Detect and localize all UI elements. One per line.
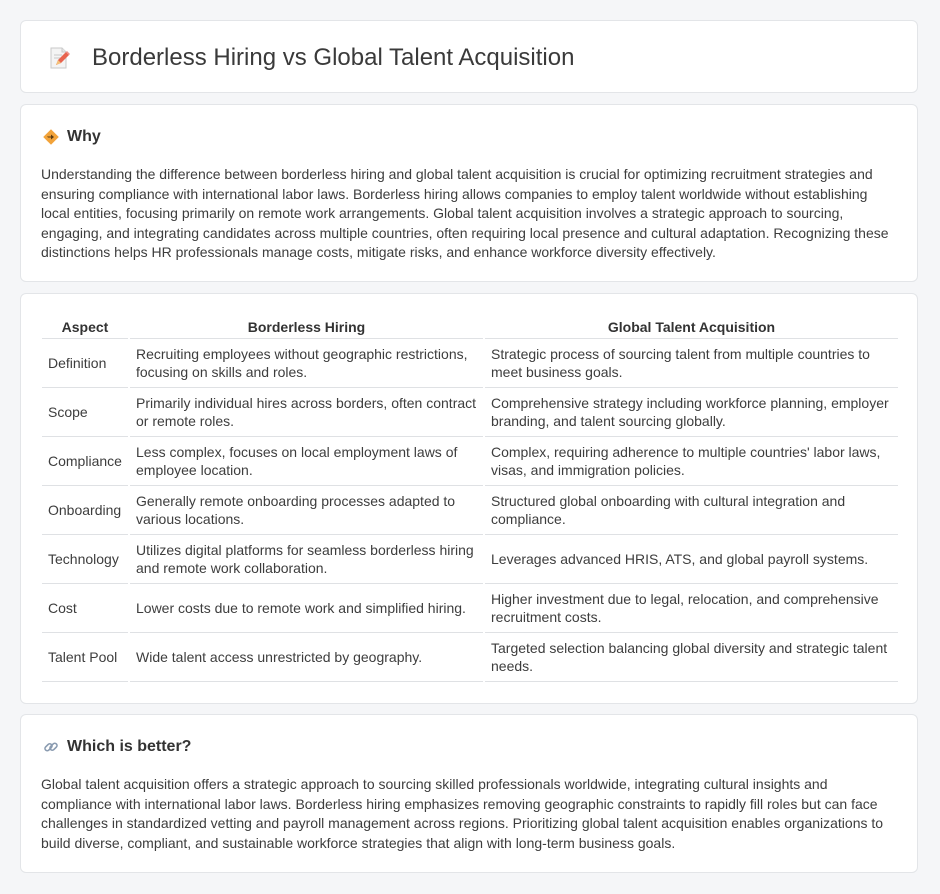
why-heading: Why xyxy=(67,128,101,145)
global-cell: Structured global onboarding with cultural integration and compliance. xyxy=(484,486,898,535)
table-row xyxy=(42,633,898,682)
page-title: Borderless Hiring vs Global Talent Acquisition xyxy=(92,44,575,71)
table-header-row xyxy=(42,316,898,339)
borderless-cell: Recruiting employees without geographic restrictions, focusing on skills and roles. xyxy=(129,339,484,388)
global-cell: Higher investment due to legal, relocation, and comprehensive recruitment costs. xyxy=(484,584,898,633)
borderless-cell: Primarily individual hires across borders, often contract or remote roles. xyxy=(129,388,484,437)
aspect-cell: Onboarding xyxy=(42,486,129,535)
aspect-cell: Technology xyxy=(42,535,129,584)
table-row xyxy=(42,388,898,437)
table-row xyxy=(42,437,898,486)
header-global-talent-acquisition: Global Talent Acquisition xyxy=(484,316,898,339)
aspect-cell: Cost xyxy=(42,584,129,633)
aspect-cell: Talent Pool xyxy=(42,633,129,682)
table-row xyxy=(42,535,898,584)
header-borderless-hiring: Borderless Hiring xyxy=(129,316,484,339)
table-row xyxy=(42,584,898,633)
which-is-better-section xyxy=(20,714,918,873)
comparison-table xyxy=(42,316,898,682)
global-cell: Comprehensive strategy including workforce planning, employer branding, and talent sourcing globally. xyxy=(484,388,898,437)
road-sign-icon xyxy=(43,129,59,145)
global-cell: Strategic process of sourcing talent from multiple countries to meet business goals. xyxy=(484,339,898,388)
better-text: Global talent acquisition offers a strategic approach to sourcing skilled professionals worldwide, integrating cultural insights and compliance with international labor laws. Borderless hiring emphasizes removing geographic constraints to rapidly fill roles but can face challenges in standardized vetting and payroll management across regions. Prioritizing global talent acquisition enables organizations to build diverse, compliant, and sustainable workforce strategies that align with long-term business goals. xyxy=(41,776,884,851)
global-cell: Targeted selection balancing global diversity and strategic talent needs. xyxy=(484,633,898,682)
borderless-cell: Utilizes digital platforms for seamless borderless hiring and remote work collaboration. xyxy=(129,535,484,584)
aspect-cell: Scope xyxy=(42,388,129,437)
global-cell: Leverages advanced HRIS, ATS, and global payroll systems. xyxy=(484,535,898,584)
document-pencil-icon xyxy=(47,46,71,70)
why-heading-row xyxy=(43,127,101,147)
borderless-cell: Generally remote onboarding processes adapted to various locations. xyxy=(129,486,484,535)
comparison-table-card xyxy=(20,293,918,704)
borderless-cell: Lower costs due to remote work and simplified hiring. xyxy=(129,584,484,633)
table-row xyxy=(42,339,898,388)
better-heading: Which is better? xyxy=(67,738,192,755)
global-cell: Complex, requiring adherence to multiple countries' labor laws, visas, and immigration policies. xyxy=(484,437,898,486)
better-heading-row xyxy=(43,737,191,757)
aspect-cell: Compliance xyxy=(42,437,129,486)
why-text: Understanding the difference between borderless hiring and global talent acquisition is crucial for optimizing recruitment strategies and ensuring compliance with international labor laws. Borderless hiring allows companies to employ talent worldwide without establishing local entities, focusing primarily on remote work arrangements. Global talent acquisition involves a strategic approach to sourcing, engaging, and integrating candidates across multiple countries, often requiring local presence and cultural adaptation. Recognizing these distinctions helps HR professionals manage costs, mitigate risks, and enhance workforce diversity effectively. xyxy=(41,166,889,260)
borderless-cell: Less complex, focuses on local employment laws of employee location. xyxy=(129,437,484,486)
borderless-cell: Wide talent access unrestricted by geography. xyxy=(129,633,484,682)
header-aspect: Aspect xyxy=(42,316,129,339)
why-section xyxy=(20,104,918,282)
table-row xyxy=(42,486,898,535)
title-card xyxy=(20,20,918,93)
link-icon xyxy=(43,739,59,755)
aspect-cell: Definition xyxy=(42,339,129,388)
